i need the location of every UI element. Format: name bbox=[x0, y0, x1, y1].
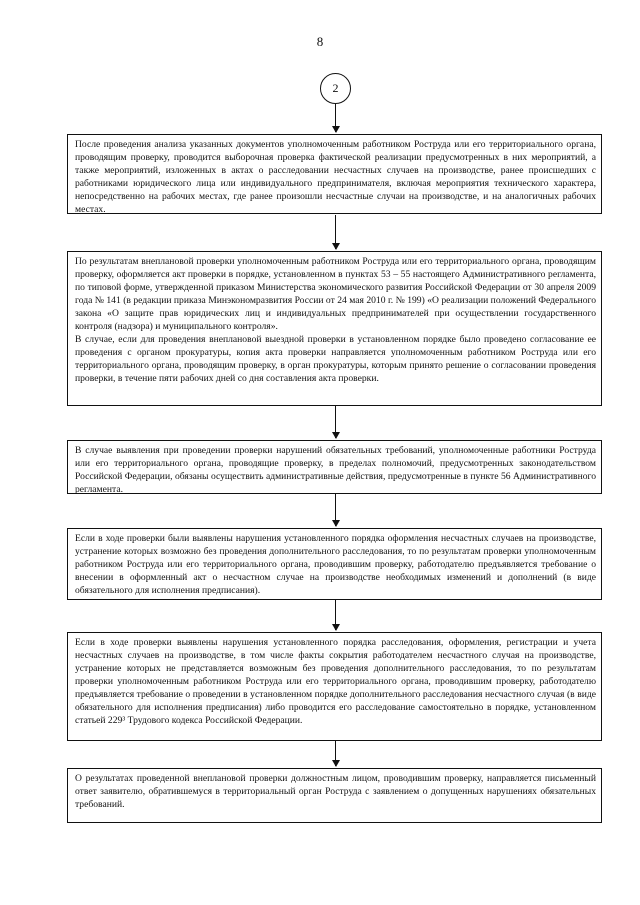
block-text: В случае выявления при проведении проверки нарушений обязательных требований, уполномоченные работники Роструда или его территориального органа, проводящие проверку, в пределах полномочий, предусмотренных законодательством Российской Федерации, обязаны осуществить административные действия, предусмотренные в пункте 56 Административного регламента. bbox=[75, 445, 596, 495]
flow-arrow bbox=[335, 406, 336, 438]
flow-arrow bbox=[335, 215, 336, 249]
flow-block-sampling-check bbox=[67, 134, 602, 214]
block-text: Если в ходе проверки выявлены нарушения установленного порядка расследования, оформления, регистрации и учета несчастных случаев на производстве, в том числе факты сокрытия работодателем несчастного случая на производстве, устранение которых не представляется возможным без проведения дополнительного расследования, то по результатам проверки уполномоченным работником Роструда или его территориального органа, проводившим проверку, работодателю предъявляется требование о проведении в установленном порядке дополнительного расследования несчастного случая (в виде обязательного для исполнения предписания) либо проводится его расследование самостоятельно в порядке, установленном статьей 229³ Трудового кодекса Российской Федерации. bbox=[75, 637, 596, 726]
connector-label: 2 bbox=[332, 81, 339, 95]
block-text: После проведения анализа указанных документов уполномоченным работником Роструда или его территориального органа, проводящим проверку, проводится выборочная проверка фактической реализации предусмотренных в них мероприятий, а также мероприятий, изложенных в актах о расследовании несчастных случаев на производстве, ранее происшедших с работниками юридического лица или индивидуального предпринимателя, включая мероприятия технического характера, непосредственно на рабочих местах, где ранее произошли несчастные случаи на производстве, и на аналогичных рабочих местах. bbox=[75, 139, 596, 215]
block-text: В случае, если для проведения внеплановой выездной проверки в установленном порядке было проведено согласование ее проведения с органом прокуратуры, копия акта проверки направляется уполномоченным работником Роструда или его территориального органа, проводящим проверку, в орган прокуратуры, которым принято решение о согласовании проведения проверки, в течение пяти рабочих дней со дня составления акта проверки. bbox=[75, 334, 596, 384]
flow-block-additional-investigation bbox=[67, 632, 602, 741]
block-text: По результатам внеплановой проверки уполномоченным работником Роструда или его территориального органа, проводящим проверку, оформляется акт проверки в порядке, установленном в пунктах 53 – 55 настоящего Административного регламента, по типовой форме, утвержденной приказом Министерства экономического развития Российской Федерации от 30 апреля 2009 года № 141 (в редакции приказа Минэкономразвития России от 24 мая 2010 г. № 199) «О реализации положений Федерального закона «О защите прав юридических лиц и индивидуальных предпринимателей при осуществлении государственного контроля (надзора) и муниципального контроля». bbox=[75, 256, 596, 332]
block-text: Если в ходе проверки были выявлены нарушения установленного порядка оформления несчастных случаев на производстве, устранение которых возможно без проведения дополнительного расследования, то по результатам проверки уполномоченным работником Роструда или его территориального органа, проводившим проверку, работодателю предъявляется требование о внесении в оформленный акт о несчастном случае на производстве необходимых изменений и дополнений (в виде обязательного для исполнения предписания). bbox=[75, 533, 596, 596]
flow-arrow bbox=[335, 600, 336, 630]
flow-block-inspection-act bbox=[67, 251, 602, 406]
page-number: 8 bbox=[316, 34, 324, 49]
flow-block-administrative-actions bbox=[67, 440, 602, 494]
flowchart-connector bbox=[320, 73, 351, 104]
block-text: О результатах проведенной внеплановой проверки должностным лицом, проводившим проверку, направляется письменный ответ заявителю, обратившемуся в территориальный орган Роструда с заявлением о допущенных нарушениях обязательных требований. bbox=[75, 773, 596, 810]
flow-arrow bbox=[335, 494, 336, 526]
flow-arrow bbox=[335, 741, 336, 766]
flow-arrow bbox=[335, 104, 336, 132]
flow-block-written-response bbox=[67, 768, 602, 823]
flow-block-correction-requirement bbox=[67, 528, 602, 600]
